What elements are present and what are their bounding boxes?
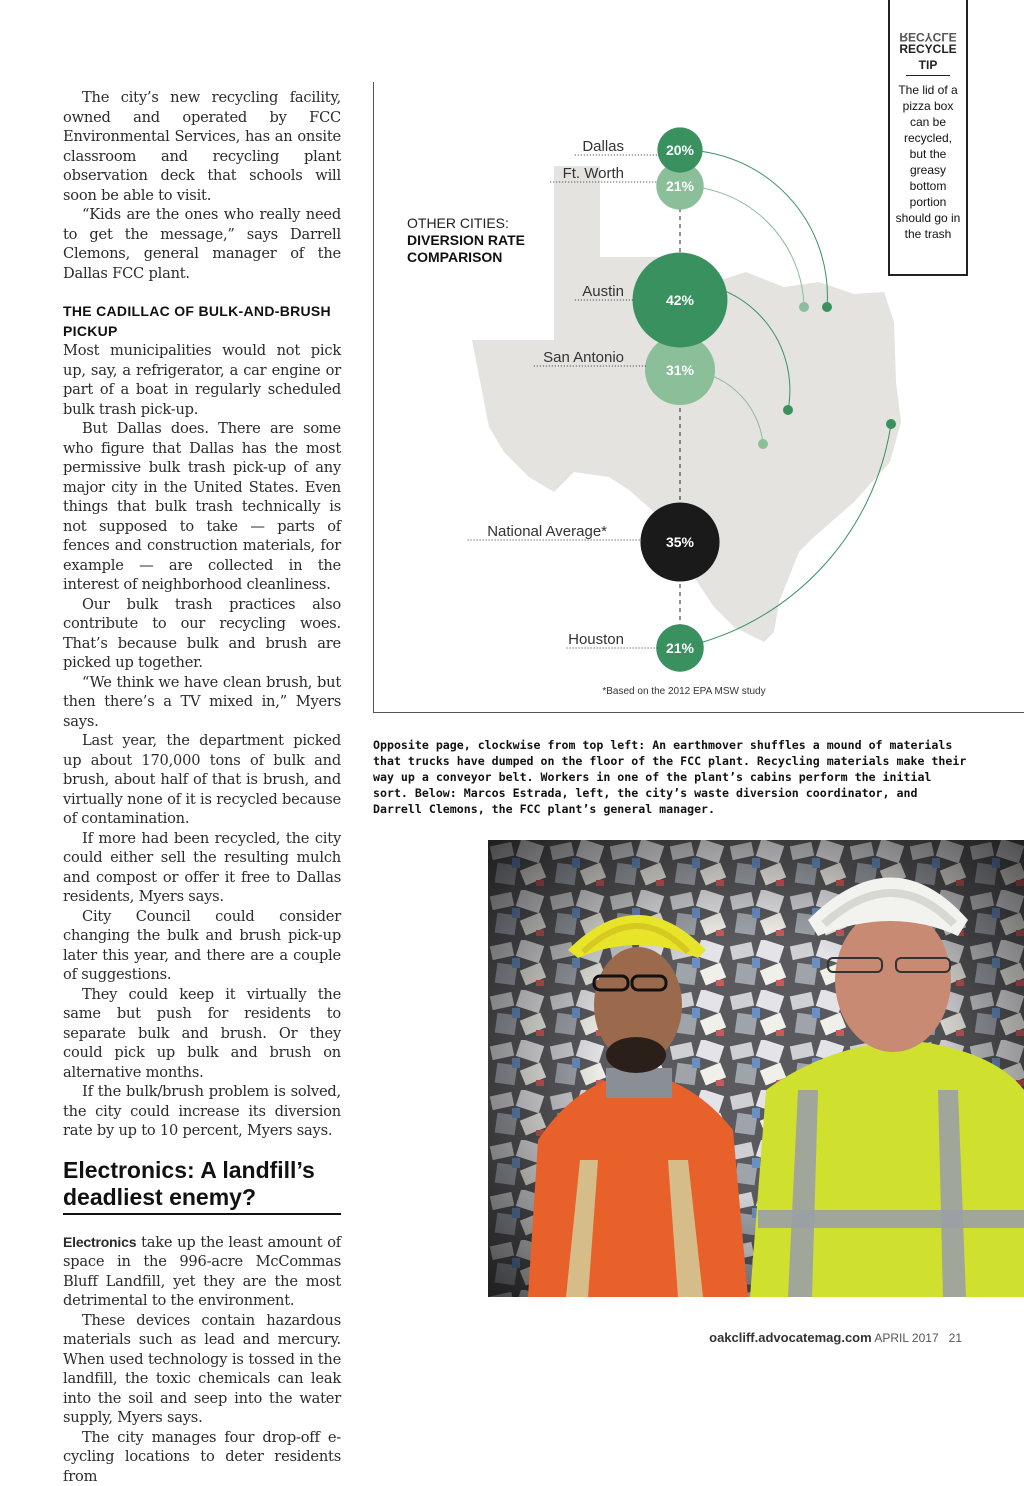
page-number: 21: [949, 1331, 962, 1345]
dallas-map-dot: [822, 302, 832, 312]
photo-caption: Opposite page, clockwise from top left: An earthmover shuffles a mound of materials that trucks have dumped on the floor of the FCC plant. Recycling materials make their way up a conveyor belt. Workers in one of the plant’s cabins perform the initial sort. Below: Marcos Estrada, left, the city’s waste diversion coordinator, and Darrell Clemons, the FCC plant’s general manager.: [373, 737, 973, 817]
article-paragraph: Last year, the department picked up about 170,000 tons of bulk and brush, about half of that is brush, and virtually none of it is recycled because of contamination.: [63, 731, 341, 829]
article-paragraph: They could keep it virtually the same but push for residents to separate bulk and brush. Or they could pick up bulk and brush on alternative months.: [63, 985, 341, 1083]
recycle-logo-text: RECYCLE: [899, 42, 956, 56]
section-heading: Electronics: A landfill’s deadliest enemy?: [63, 1157, 341, 1215]
article-paragraph: “We think we have clean brush, but then there’s a TV mixed in,” Myers says.: [63, 673, 341, 732]
houston-map-dot: [886, 419, 896, 429]
article-paragraph: The city manages four drop-off e-cycling locations to deter residents from: [63, 1428, 341, 1486]
chart-footnote: *Based on the 2012 EPA MSW study: [602, 686, 765, 697]
article-paragraph: “Kids are the ones who really need to get the message,” says Darrell Clemons, general manager of the Dallas FCC plant.: [63, 205, 341, 283]
recycle-logo: [890, 30, 966, 56]
ftworth-map-dot: [799, 302, 809, 312]
article-paragraph: If the bulk/brush problem is solved, the city could increase its diversion rate by up to 10 percent, Myers says.: [63, 1082, 341, 1141]
ftworth-value-label: 21%: [666, 178, 695, 194]
houston-city-label: Houston: [568, 631, 624, 648]
footer-site: oakcliff.advocatemag.com: [709, 1330, 872, 1345]
photo-illustration: [488, 840, 1024, 1297]
tip-title: TIP: [906, 58, 950, 76]
austin-value-label: 42%: [666, 292, 695, 308]
houston-value-label: 21%: [666, 640, 695, 656]
sanantonio-value-label: 31%: [666, 362, 695, 378]
page-footer: [700, 1330, 962, 1345]
sanantonio-city-label: San Antonio: [543, 349, 624, 366]
lead-text: take up the least amount of space in the 996-acre McCommas Bluff Landfill, yet they are the most detrimental to the environment.: [63, 1234, 341, 1310]
chart-title-line1: OTHER CITIES:: [407, 215, 509, 231]
austin-city-label: Austin: [582, 283, 624, 300]
dallas-value-label: 20%: [666, 142, 695, 158]
article-paragraph: But Dallas does. There are some who figure that Dallas has the most permissive bulk trash pick-up of any major city in the United States. Even things that bulk trash technically is not supposed to take — parts of fences and construction materials, for example — are collected in the interest of neighborhood cleanliness.: [63, 419, 341, 595]
article-paragraph: [63, 1233, 341, 1311]
article-paragraph: Most municipalities would not pick up, say, a refrigerator, a car engine or part of a boat in regularly scheduled bulk trash pick-up.: [63, 341, 341, 419]
subhead: THE CADILLAC OF BULK-AND-BRUSH PICKUP: [63, 301, 341, 341]
chart-title-line2: DIVERSION RATE: [407, 232, 525, 248]
article-paragraph: Our bulk trash practices also contribute to our recycling woes. That’s because bulk and brush are picked up together.: [63, 595, 341, 673]
national-average-value-label: 35%: [666, 534, 695, 550]
workers-photo: [488, 840, 1024, 1297]
lead-word: Electronics: [63, 1234, 136, 1250]
article-paragraph: If more had been recycled, the city could either sell the resulting mulch and compost or offer it free to Dallas residents, Myers says.: [63, 829, 341, 907]
chart-title-line3: COMPARISON: [407, 249, 502, 265]
dallas-city-label: Dallas: [582, 138, 624, 155]
footer-issue: APRIL 2017: [874, 1331, 938, 1345]
article-paragraph: The city’s new recycling facility, owned and operated by FCC Environmental Services, has an onsite classroom and recycling plant observation deck that schools will soon be able to visit.: [63, 88, 341, 205]
recycle-logo-mirror: RECYCLE: [890, 30, 966, 43]
article-paragraph: These devices contain hazardous materials such as lead and mercury. When used technology is tossed in the landfill, the toxic chemicals can leak into the soil and seep into the water supply, Myers says.: [63, 1311, 341, 1428]
tip-text: The lid of a pizza box can be recycled, but the greasy bottom portion should go in the trash: [890, 82, 966, 242]
national-average-city-label: National Average*: [487, 523, 607, 540]
recycle-tip-box: [888, 0, 968, 276]
austin-map-dot: [783, 405, 793, 415]
sanantonio-map-dot: [758, 439, 768, 449]
ftworth-city-label: Ft. Worth: [563, 165, 624, 182]
article-paragraph: City Council could consider changing the bulk and brush pick-up later this year, and there are a couple of suggestions.: [63, 907, 341, 985]
article-column: [63, 88, 341, 1486]
